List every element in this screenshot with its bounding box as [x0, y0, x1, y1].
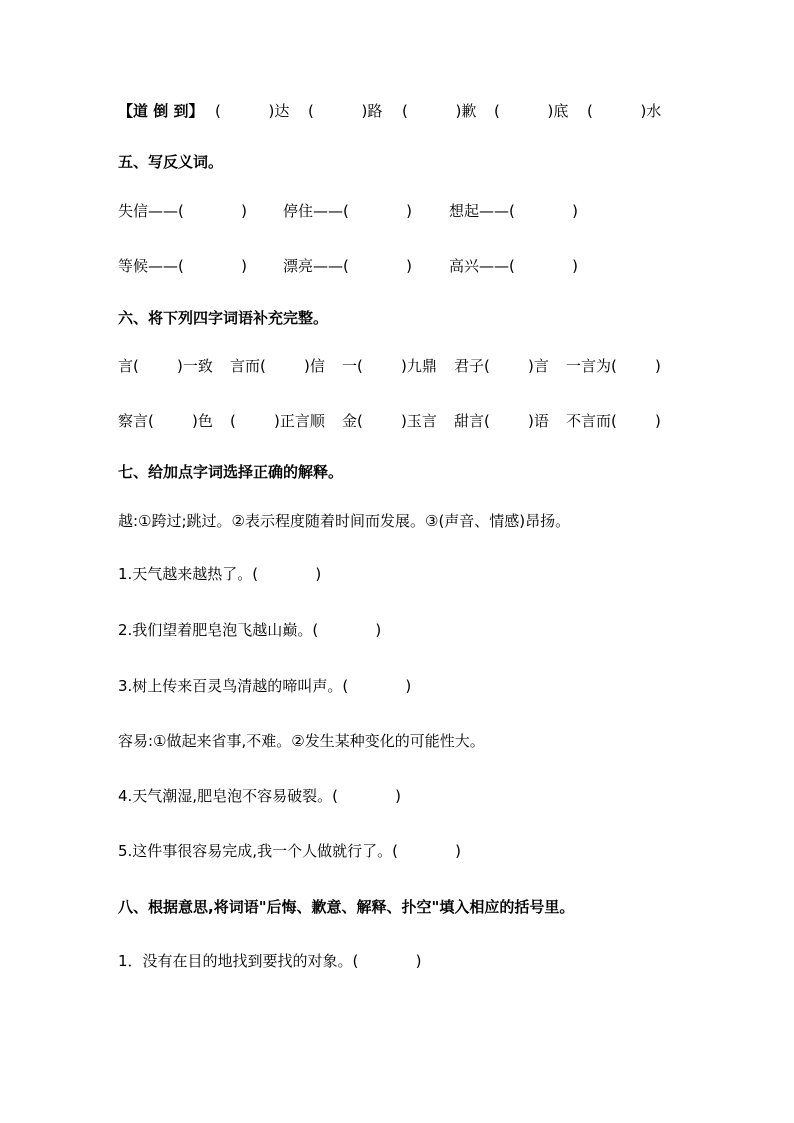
question-3: 3.树上传来百灵鸟清越的啼叫声。( ) [118, 677, 412, 695]
fill-blank-dao-1: ( )达 [215, 102, 290, 120]
question-5: 5.这件事很容易完成,我一个人做就行了。( ) [118, 842, 462, 860]
section8-question-1: 1．没有在目的地找到要找的对象。( ) [118, 952, 422, 970]
fill-blank-dao-4: ( )底 [494, 102, 569, 120]
section8-heading: 八、根据意思,将词语"后悔、歉意、解释、扑空"填入相应的括号里。 [118, 898, 575, 916]
idiom-item: 言( )一致 [118, 357, 213, 375]
antonym-item: 等候——( ) [118, 257, 247, 275]
fill-blank-dao-3: ( )歉 [402, 102, 477, 120]
definition-rongyi: 容易:①做起来省事,不难。②发生某种变化的可能性大。 [118, 732, 485, 750]
antonym-item: 想起——( ) [449, 202, 578, 220]
idiom-item: 甜言( )语 [454, 412, 549, 430]
idiom-item: 一言为( ) [566, 357, 661, 375]
definition-yue: 越:①跨过;跳过。②表示程度随着时间而发展。③(声音、情感)昂扬。 [118, 512, 571, 530]
antonym-item: 漂亮——( ) [283, 257, 412, 275]
antonym-item: 高兴——( ) [449, 257, 578, 275]
fill-blank-dao-2: ( )路 [308, 102, 383, 120]
question-4: 4.天气潮湿,肥皂泡不容易破裂。( ) [118, 787, 402, 805]
question-2: 2.我们望着肥皂泡飞越山巅。( ) [118, 621, 382, 639]
section4-label: 【道 倒 到】 [118, 102, 204, 120]
section6-heading: 六、将下列四字词语补充完整。 [118, 309, 329, 327]
section7-heading: 七、给加点字词选择正确的解释。 [118, 463, 344, 481]
idiom-item: 金( )玉言 [342, 412, 437, 430]
idiom-item: 不言而( ) [566, 412, 661, 430]
idiom-item: 言而( )信 [230, 357, 325, 375]
fill-blank-dao-5: ( )水 [587, 102, 662, 120]
idiom-item: 君子( )言 [454, 357, 549, 375]
idiom-item: 察言( )色 [118, 412, 213, 430]
section5-heading: 五、写反义词。 [118, 153, 224, 171]
idiom-item: 一( )九鼎 [342, 357, 437, 375]
antonym-item: 失信——( ) [118, 202, 247, 220]
antonym-item: 停住——( ) [283, 202, 412, 220]
idiom-item: ( )正言顺 [230, 412, 325, 430]
question-1: 1.天气越来越热了。( ) [118, 565, 322, 583]
